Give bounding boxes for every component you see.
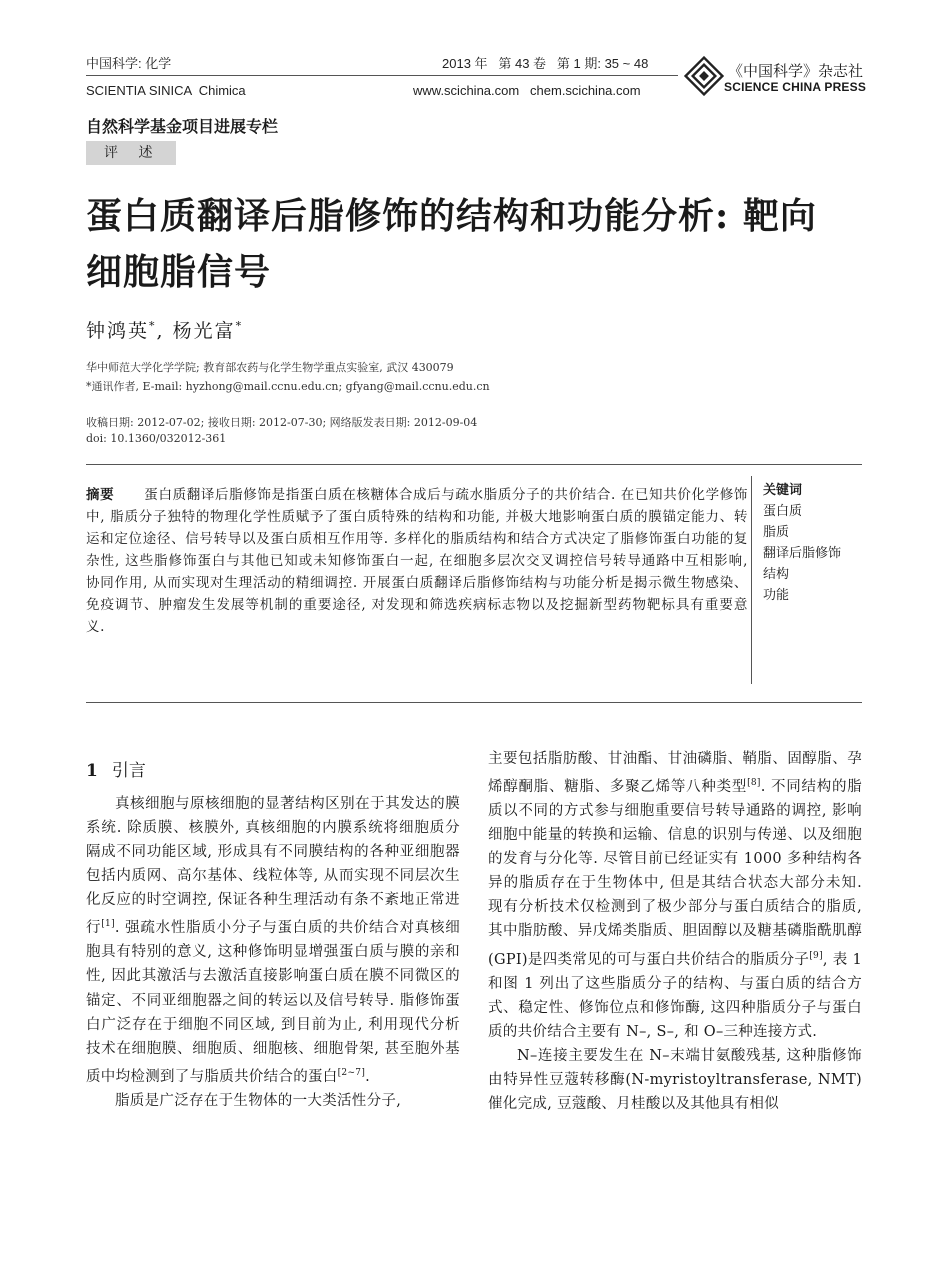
doi: doi: 10.1360/032012-361 xyxy=(86,432,227,445)
left-column xyxy=(86,792,460,1113)
article-type-badge: 评 述 xyxy=(86,141,176,165)
author-name: 杨光富 xyxy=(172,320,236,342)
publisher-name-en: SCIENCE CHINA PRESS xyxy=(724,80,867,94)
paragraph: N–连接主要发生在 N–末端甘氨酸残基, 这种脂修饰由特异性豆蔻转移酶(N-myristoyltransferase, NMT)催化完成, 豆蔻酸、月桂酸以及其他具有相似 xyxy=(488,1047,862,1112)
issue-info: 2013 年 第 43 卷 第 1 期: 35 ~ 48 xyxy=(442,56,649,71)
abstract-divider xyxy=(751,476,752,684)
keywords xyxy=(763,480,841,606)
citation: [1] xyxy=(101,919,115,930)
abstract-label: 摘要 xyxy=(86,487,115,503)
column-label: 自然科学基金项目进展专栏 xyxy=(86,117,279,136)
keyword-item: 功能 xyxy=(763,588,790,603)
keyword-item: 蛋白质 xyxy=(763,504,803,519)
author-separator: , xyxy=(156,320,173,342)
affiliation: 华中师范大学化学学院; 教育部农药与化学生物学重点实验室, 武汉 430079 xyxy=(86,361,454,374)
citation: [9] xyxy=(809,950,823,961)
corresponding-mark: * xyxy=(149,319,157,333)
abstract-bottom-rule xyxy=(86,702,862,703)
journal-name-en: SCIENTIA SINICA Chimica xyxy=(86,83,246,98)
header-rule xyxy=(86,75,678,76)
citation: [2~7] xyxy=(337,1067,366,1078)
article-title xyxy=(86,188,846,300)
publisher-logo-icon xyxy=(684,56,724,96)
keywords-label: 关键词 xyxy=(763,483,803,498)
section-heading xyxy=(86,756,146,781)
corresponding-mark: * xyxy=(235,319,244,333)
paragraph-text: 真核细胞与原核细胞的显著结构区别在于其发达的膜系统. 除质膜、核膜外, 真核细胞的内膜系统将细胞质分隔成不同功能区域, 形成具有不同膜结构的各种亚细胞器包括内质网、高尔基体、线粒体等, 从而实现不同层次生化反应的时空调控, 保证各种生理活动有条不紊地正常进行 xyxy=(86,796,460,937)
keyword-item: 脂质 xyxy=(763,525,790,540)
abstract-top-rule xyxy=(86,464,862,465)
publisher-name-cn: 《中国科学》杂志社 xyxy=(728,62,864,80)
right-column xyxy=(488,747,862,1116)
abstract xyxy=(86,484,748,638)
keyword-item: 结构 xyxy=(763,567,790,582)
title-line-1: 蛋白质翻译后脂修饰的结构和功能分析: 靶向 xyxy=(86,195,817,237)
journal-urls: www.scichina.com chem.scichina.com xyxy=(413,83,641,98)
paragraph-text: . 不同结构的脂质以不同的方式参与细胞重要信号转导通路的调控, 影响细胞中能量的转换和运输、信息的识别与传递、以及细胞的发育与分化等. 尽管目前已经证实有 1000 多种结构各异的脂质存在于生物体中, 但是其结合状态大部分未知. 现有分析技术仅检测到了极少部分与蛋白质结合的脂质, 其中脂肪酸、异戊烯类脂质、胆固醇以及糖基磷脂酰肌醇(GPI)是四类常见的可与蛋白共价结合的脂质分子 xyxy=(488,778,862,968)
paragraph: 脂质是广泛存在于生物体的一大类活性分子, xyxy=(115,1092,402,1109)
abstract-text: 蛋白质翻译后脂修饰是指蛋白质在核糖体合成后与疏水脂质分子的共价结合. 在已知共价化学修饰中, 脂质分子独特的物理化学性质赋予了蛋白质特殊的结构和功能, 并极大地影响蛋白质的膜锚定能力、转运和定位途径、信号转导以及蛋白质相互作用等. 多样化的脂质结构和结合方式决定了脂修饰蛋白功能的复杂性, 这些脂修饰蛋白与其他已知或未知修饰蛋白一起, 在细胞多层次交叉调控信号转导通路中互相影响, 协同作用, 从而实现对生理活动的精细调控. 开展蛋白质翻译后脂修饰结构与功能分析是揭示微生物感染、免疫调节、肿瘤发生发展等机制的重要途径, 对发现和筛选疾病标志物以及挖掘新型药物靶标具有重要意义. xyxy=(86,487,749,635)
paragraph xyxy=(86,792,460,1089)
paragraph-text: 主要包括脂肪酸、甘油酯、甘油磷脂、鞘脂、固醇脂、孕烯醇酮脂、糖脂、多聚乙烯等八种类型 xyxy=(488,751,862,795)
author-list xyxy=(86,316,243,343)
title-line-2: 细胞脂信号 xyxy=(86,251,272,293)
journal-name-cn: 中国科学: 化学 xyxy=(86,56,172,71)
paragraph xyxy=(488,747,862,1044)
section-title: 引言 xyxy=(111,761,146,781)
correspondence: *通讯作者, E-mail: hyzhong@mail.ccnu.edu.cn; gfyang@mail.ccnu.edu.cn xyxy=(86,380,490,393)
citation: [8] xyxy=(747,778,761,789)
paragraph-text: . 强疏水性脂质小分子与蛋白质的共价结合对真核细胞具有特别的意义, 这种修饰明显增强蛋白质与膜的亲和性, 因此其激活与去激活直接影响蛋白质在膜不同微区的锚定、不同亚细胞器之间的转运以及信号转导. 脂修饰蛋白广泛存在于细胞不同区域, 到目前为止, 利用现代分析技术在细胞膜、细胞质、细胞核、细胞骨架, 甚至胞外基质中均检测到了与脂质共价结合的蛋白 xyxy=(86,920,460,1085)
keyword-item: 翻译后脂修饰 xyxy=(763,546,842,561)
author-name: 钟鸿英 xyxy=(86,320,150,342)
paragraph-text: , 表 1 和图 1 列出了这些脂质分子的结构、与蛋白质的结合方式、稳定性、修饰位点和修饰酶, 这四种脂质分子与蛋白质的共价结合主要有 N–, S–, 和 O–三种连接方式. xyxy=(488,951,862,1040)
dates: 收稿日期: 2012-07-02; 接收日期: 2012-07-30; 网络版发表日期: 2012-09-04 xyxy=(86,416,478,429)
paragraph-text: . xyxy=(365,1068,371,1085)
section-number: 1 xyxy=(86,761,98,781)
